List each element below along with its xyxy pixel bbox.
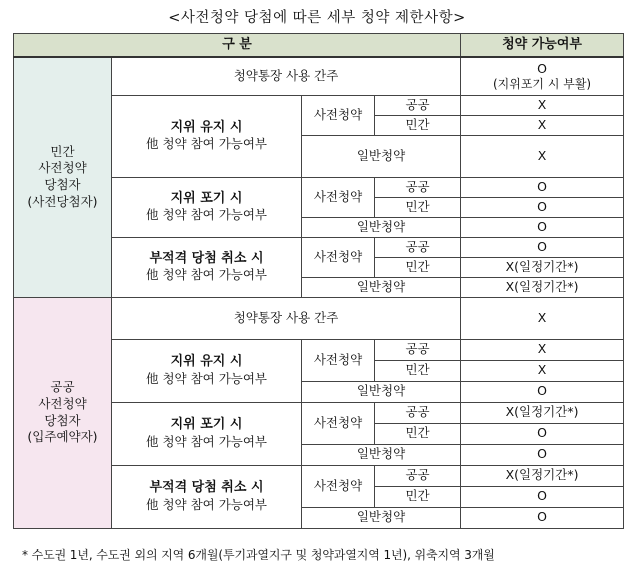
table-header-row <box>14 34 624 58</box>
condition-label <box>112 237 302 297</box>
condition-sub: 他 청약 참여 가능여부 <box>145 370 268 386</box>
condition-title: 지위 유지 시 <box>170 354 243 370</box>
pre-subscription-label: 사전청약 <box>302 95 375 135</box>
deposit-label: 청약통장 사용 간주 <box>112 297 461 339</box>
condition-sub: 他 청약 참여 가능여부 <box>145 267 268 283</box>
pre-subscription-label: 사전청약 <box>302 177 375 217</box>
general-label: 일반청약 <box>302 217 461 237</box>
group-label-line: 민간 <box>50 143 75 159</box>
value-general: O <box>461 444 624 465</box>
condition-label <box>112 177 302 237</box>
value-note: (지위포기 시 부활) <box>492 76 592 91</box>
general-label: 일반청약 <box>302 135 461 177</box>
value-general: O <box>461 381 624 402</box>
private-label: 민간 <box>375 115 461 135</box>
condition-label <box>112 465 302 528</box>
group-label-line: 당첨자 <box>44 412 81 428</box>
value-general: O <box>461 217 624 237</box>
group-label-line: (사전당첨자) <box>27 194 98 210</box>
general-label: 일반청약 <box>302 381 461 402</box>
group-label-line: 공공 <box>50 378 75 394</box>
condition-sub: 他 청약 참여 가능여부 <box>145 496 268 512</box>
value-public: X <box>461 339 624 360</box>
condition-title: 부적격 당첨 취소 시 <box>149 250 264 266</box>
pre-subscription-label: 사전청약 <box>302 339 375 381</box>
public-label: 공공 <box>375 237 461 257</box>
value-line: O <box>537 60 547 76</box>
value-public: X <box>461 95 624 115</box>
deposit-value: X <box>461 297 624 339</box>
pre-subscription-label: 사전청약 <box>302 465 375 507</box>
private-label: 민간 <box>375 197 461 217</box>
public-label: 공공 <box>375 177 461 197</box>
value-public: X(일정기간*) <box>461 402 624 423</box>
value-private: X(일정기간*) <box>461 257 624 277</box>
value-public: O <box>461 237 624 257</box>
footnote: * 수도권 1년, 수도권 외의 지역 6개월(투기과열지구 및 청약과열지역 1년), 위축지역 3개월 <box>22 548 495 562</box>
condition-sub: 他 청약 참여 가능여부 <box>145 207 268 223</box>
condition-label <box>112 402 302 465</box>
public-label: 공공 <box>375 339 461 360</box>
value-private: O <box>461 423 624 444</box>
private-label: 민간 <box>375 423 461 444</box>
value-private: X <box>461 115 624 135</box>
condition-sub: 他 청약 참여 가능여부 <box>145 433 268 449</box>
condition-title: 지위 포기 시 <box>170 417 243 433</box>
value-private: O <box>461 197 624 217</box>
value-public: O <box>461 177 624 197</box>
table-row <box>14 57 624 95</box>
header-category: 구 분 <box>14 34 461 58</box>
value-general: X(일정기간*) <box>461 277 624 297</box>
general-label: 일반청약 <box>302 507 461 528</box>
private-label: 민간 <box>375 257 461 277</box>
condition-title: 지위 포기 시 <box>170 190 243 206</box>
group-label-public <box>14 297 112 528</box>
group-label-line: 사전청약 <box>38 160 87 176</box>
value-general: O <box>461 507 624 528</box>
public-label: 공공 <box>375 465 461 486</box>
value-private: X <box>461 360 624 381</box>
restrictions-table <box>13 33 624 529</box>
table-title: <사전청약 당첨에 따른 세부 청약 제한사항> <box>168 10 466 26</box>
public-label: 공공 <box>375 402 461 423</box>
value-private: O <box>461 486 624 507</box>
value-general: X <box>461 135 624 177</box>
deposit-value <box>461 57 624 95</box>
table-row <box>14 297 624 339</box>
header-eligibility: 청약 가능여부 <box>461 34 624 58</box>
private-label: 민간 <box>375 360 461 381</box>
group-label-line: 당첨자 <box>44 177 81 193</box>
group-label-line: (입주예약자) <box>27 429 98 445</box>
value-public: X(일정기간*) <box>461 465 624 486</box>
private-label: 민간 <box>375 486 461 507</box>
pre-subscription-label: 사전청약 <box>302 237 375 277</box>
group-label-private <box>14 57 112 297</box>
condition-label <box>112 95 302 177</box>
condition-title: 부적격 당첨 취소 시 <box>149 480 264 496</box>
condition-title: 지위 유지 시 <box>170 119 243 135</box>
deposit-label: 청약통장 사용 간주 <box>112 57 461 95</box>
group-label-line: 사전청약 <box>38 395 87 411</box>
condition-sub: 他 청약 참여 가능여부 <box>145 136 268 152</box>
pre-subscription-label: 사전청약 <box>302 402 375 444</box>
general-label: 일반청약 <box>302 277 461 297</box>
public-label: 공공 <box>375 95 461 115</box>
general-label: 일반청약 <box>302 444 461 465</box>
condition-label <box>112 339 302 402</box>
